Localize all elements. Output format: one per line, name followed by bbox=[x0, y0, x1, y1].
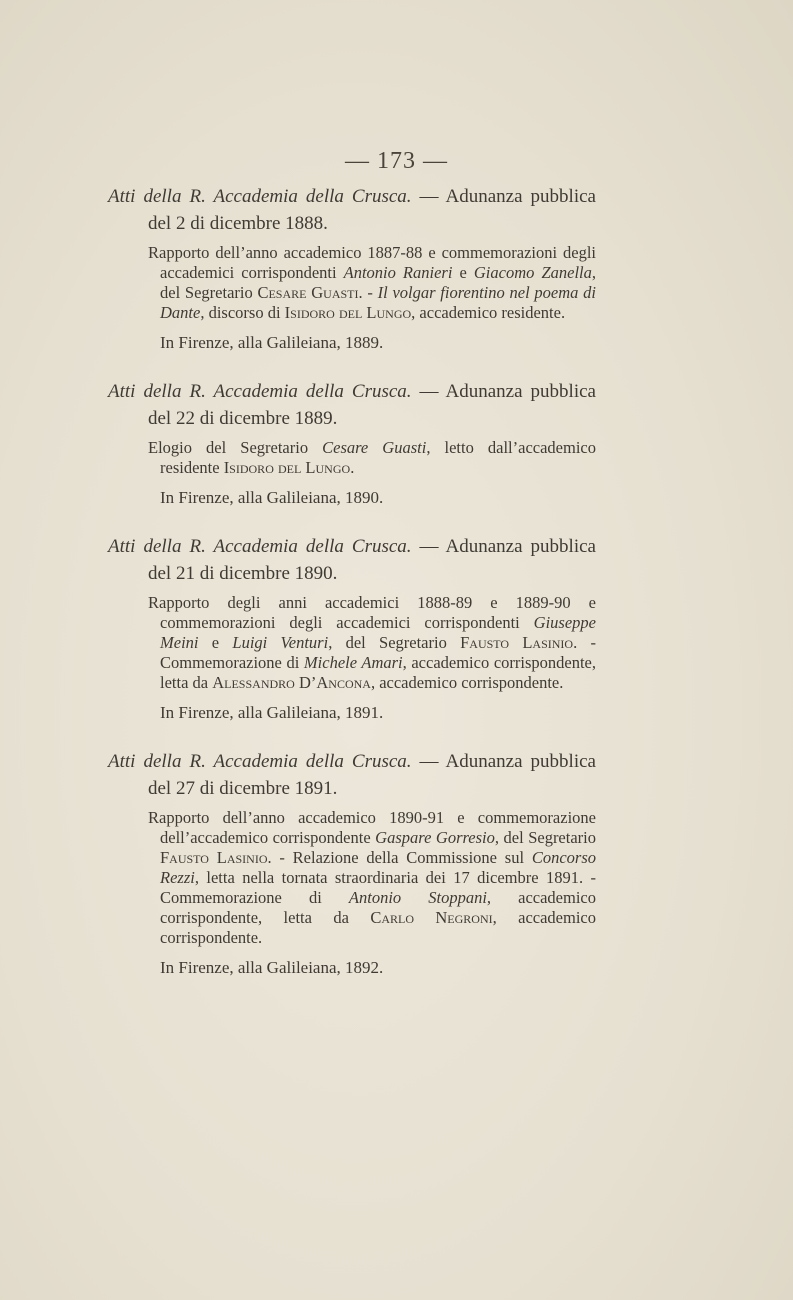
author-name: Alessandro D’Ancona bbox=[212, 673, 371, 692]
author-name: Isidoro del Lungo bbox=[223, 458, 351, 477]
italic-text: Michele Amari bbox=[303, 653, 403, 672]
bibliography-entries bbox=[108, 183, 596, 1003]
entry-imprint: In Firenze, alla Galileiana, 1889. bbox=[160, 333, 384, 352]
italic-text: Il volgar fiorentino nel poema di Dante bbox=[160, 283, 596, 322]
text-run: . - Relazione della Commissione sul bbox=[267, 848, 532, 867]
author-name: Carlo Negroni bbox=[370, 908, 493, 927]
entry-description bbox=[108, 808, 596, 948]
entry-description bbox=[108, 243, 596, 323]
session-info: — Adunanza pubblica del 21 di dicembre 1890. bbox=[148, 536, 596, 584]
entry-title bbox=[108, 748, 596, 802]
text-run: , accademico corrispondente. bbox=[160, 908, 596, 947]
italic-text: Giuseppe Meini bbox=[160, 613, 596, 652]
entry-imprint: In Firenze, alla Galileiana, 1890. bbox=[160, 488, 384, 507]
italic-text: Concorso Rezzi bbox=[160, 848, 596, 887]
text-run: , accademico residente. bbox=[411, 303, 566, 322]
bibliography-entry bbox=[108, 378, 596, 509]
text-run: . - Commemorazione di bbox=[160, 633, 596, 672]
entry-description bbox=[108, 438, 596, 478]
series-title: Atti della R. Accademia della Crusca. bbox=[108, 536, 412, 557]
entry-description bbox=[108, 593, 596, 693]
text-run: , del Segretario bbox=[494, 828, 596, 847]
text-run: , accademico corrispondente, letta da bbox=[160, 888, 596, 927]
italic-text: Gaspare Gorresio bbox=[375, 828, 495, 847]
entry-imprint: In Firenze, alla Galileiana, 1891. bbox=[160, 703, 384, 722]
entry-title bbox=[108, 533, 596, 587]
text-run: Elogio del Segretario bbox=[148, 438, 323, 457]
series-title: Atti della R. Accademia della Crusca. bbox=[108, 186, 412, 207]
text-run: , accademico corrispondente, letta da bbox=[160, 653, 596, 692]
bibliography-entry bbox=[108, 748, 596, 979]
entry-title bbox=[108, 183, 596, 237]
author-name: Cesare Guasti bbox=[257, 283, 359, 302]
italic-text: Cesare Guasti bbox=[322, 438, 427, 457]
italic-text: Antonio Stoppani bbox=[348, 888, 487, 907]
italic-text: Giacomo Zanella bbox=[473, 263, 592, 282]
text-run: . - bbox=[358, 283, 378, 302]
text-run: , discorso di bbox=[200, 303, 285, 322]
session-info: — Adunanza pubblica del 2 di dicembre 1888. bbox=[148, 186, 596, 234]
page-number: — 173 — bbox=[345, 148, 448, 174]
session-info: — Adunanza pubblica del 22 di dicembre 1889. bbox=[148, 381, 596, 429]
text-run: e bbox=[198, 633, 233, 652]
italic-text: Luigi Venturi bbox=[232, 633, 329, 652]
session-info: — Adunanza pubblica del 27 di dicembre 1891. bbox=[148, 751, 596, 799]
bibliography-entry bbox=[108, 533, 596, 724]
text-run: Rapporto dell’anno accademico 1887-88 e commemorazioni degli accademici corrispondenti bbox=[148, 243, 596, 282]
text-run: , accademico corrispondente. bbox=[370, 673, 564, 692]
text-run: e bbox=[452, 263, 474, 282]
text-run: , del Segretario bbox=[328, 633, 461, 652]
text-run: . bbox=[350, 458, 355, 477]
text-run: , del Segretario bbox=[160, 263, 596, 302]
text-run: , letto dall’accademico residente bbox=[160, 438, 596, 477]
text-run: , letta nella tornata straordinaria dei 17 dicembre 1891. - Commemorazione di bbox=[160, 868, 596, 907]
text-run: Rapporto dell’anno accademico 1890-91 e commemorazione dell’accademico corrispondente bbox=[148, 808, 596, 847]
author-name: Fausto Lasinio bbox=[160, 848, 268, 867]
author-name: Isidoro del Lungo bbox=[284, 303, 412, 322]
bibliography-entry bbox=[108, 183, 596, 354]
text-run: Rapporto degli anni accademici 1888-89 e 1889-90 e commemorazioni degli accademici corrispondenti bbox=[148, 593, 596, 632]
entry-imprint: In Firenze, alla Galileiana, 1892. bbox=[160, 958, 384, 977]
author-name: Fausto Lasinio bbox=[460, 633, 574, 652]
series-title: Atti della R. Accademia della Crusca. bbox=[108, 751, 412, 772]
series-title: Atti della R. Accademia della Crusca. bbox=[108, 381, 412, 402]
entry-title bbox=[108, 378, 596, 432]
italic-text: Antonio Ranieri bbox=[343, 263, 453, 282]
